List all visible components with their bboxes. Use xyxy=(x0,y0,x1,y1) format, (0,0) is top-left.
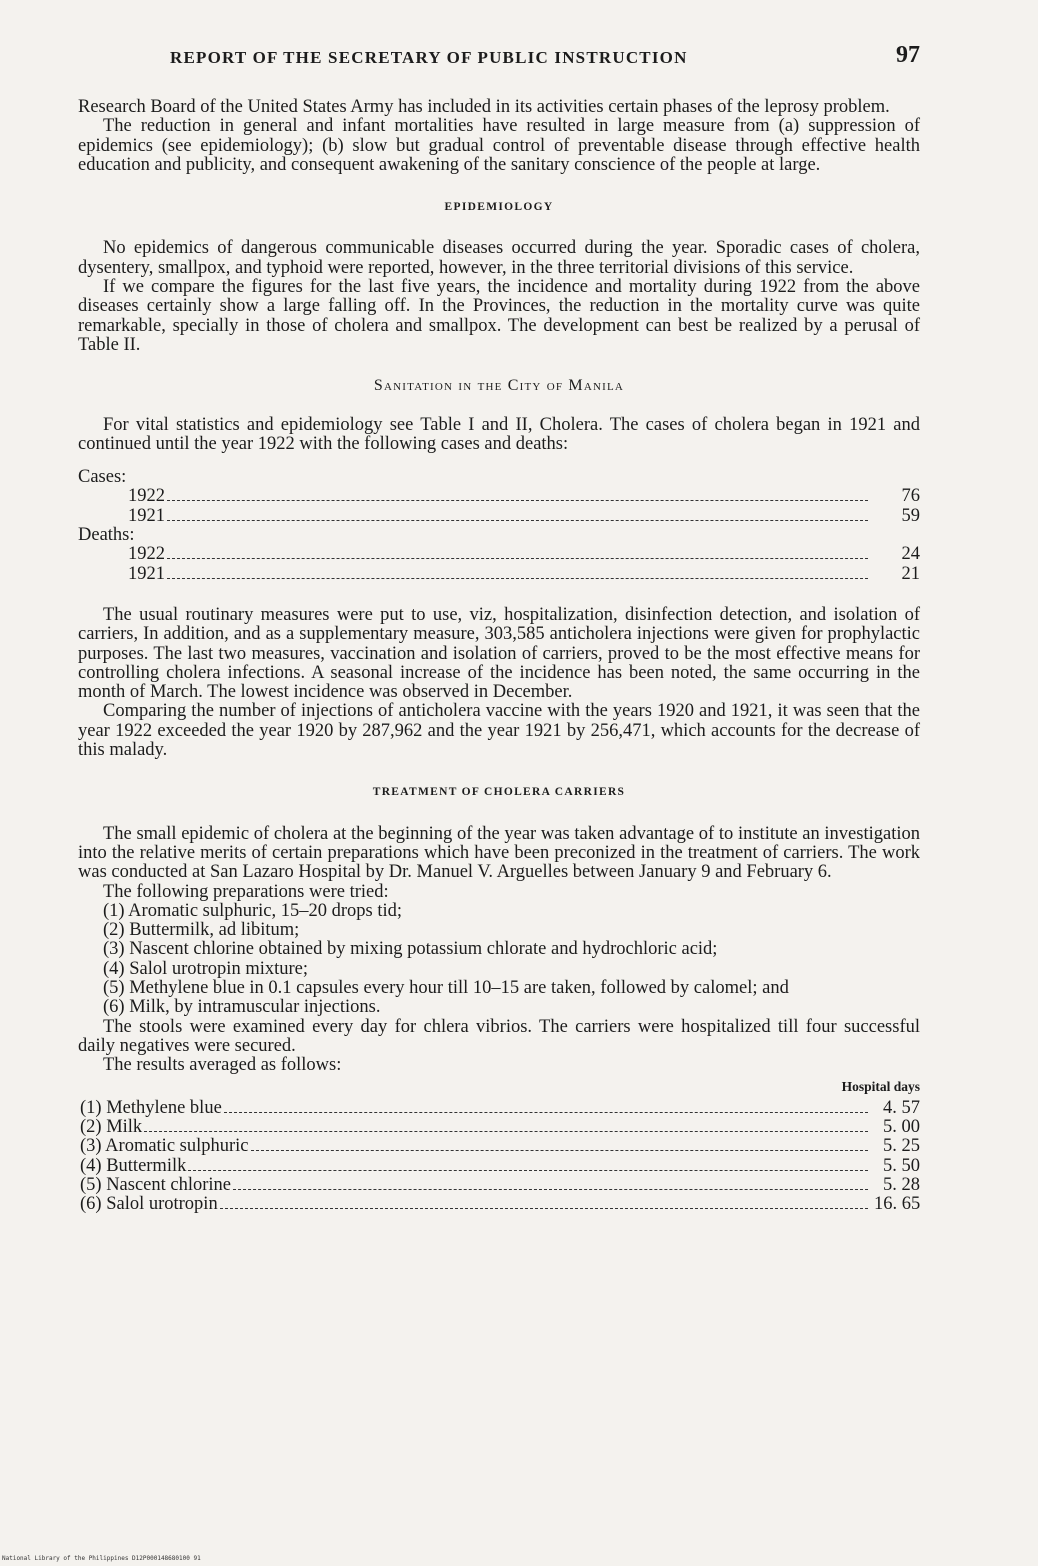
dot-leader xyxy=(233,1188,868,1190)
dot-leader xyxy=(144,1130,868,1132)
paragraph: The usual routinary measures were put to use, viz, hospitalization, disinfection detection, and isolation of carriers, In addition, and as a supplementary measure, 303,585 anticholera injections were given for prophylactic purposes. The last two measures, vaccination and isolation of carriers, proved to be the most effective means for controlling cholera infections. A seasonal increase of the incidence has been noted, the same occurring in the month of March. The lowest incidence was observed in December. xyxy=(78,604,920,703)
table-row xyxy=(78,1176,920,1195)
dot-leader xyxy=(220,1207,868,1209)
table-row xyxy=(78,1195,920,1214)
paragraph: The results averaged as follows: xyxy=(103,1055,342,1076)
table-row xyxy=(78,1118,920,1137)
results-table xyxy=(78,1077,920,1214)
paragraph: If we compare the figures for the last five years, the incidence and mortality during 1922 from the above diseases certainly show a large falling off. In the Provinces, the reduction in the mortality curve was quite remarkable, specially in those of cholera and smallpox. The development can best be realized by a perusal of Table II. xyxy=(78,277,920,355)
paragraph: The reduction in general and infant mortalities have resulted in large measure from (a) suppression of epidemics (see epidemiology); (b) slow but gradual control of preventable disease through effective health education and publicity, and consequent awakening of the sanitary conscience of the people at large. xyxy=(78,116,920,175)
row-label: (6) Salol urotropin xyxy=(80,1194,218,1215)
row-year: 1921 xyxy=(128,563,165,584)
row-label: (4) Buttermilk xyxy=(80,1155,187,1176)
list-item: (3) Nascent chlorine obtained by mixing potassium chlorate and hydrochloric acid; xyxy=(103,939,718,960)
table-row xyxy=(78,565,920,584)
row-value: 21 xyxy=(901,563,920,584)
section-heading-epidemiology: EPIDEMIOLOGY xyxy=(444,201,554,214)
list-item: (5) Methylene blue in 0.1 capsules every hour till 10–15 are taken, followed by calomel; and xyxy=(103,977,789,998)
paragraph: Research Board of the United States Army has included in its activities certain phases of the leprosy problem. xyxy=(78,97,890,117)
paragraph: Comparing the number of injections of anticholera vaccine with the years 1920 and 1921, it was seen that the year 1922 exceeded the year 1920 by 287,962 and the year 1921 by 256,471, which accounts for the decrease of this malady. xyxy=(78,701,920,761)
row-label: (5) Nascent chlorine xyxy=(80,1174,232,1195)
paragraph: For vital statistics and epidemiology see Table I and II, Cholera. The cases of cholera began in 1921 and continued until the year 1922 with the following cases and deaths: xyxy=(78,414,920,454)
paragraph: The stools were examined every day for chlera vibrios. The carriers were hospitalized till four successful daily negatives were secured. xyxy=(78,1016,920,1056)
paragraph: No epidemics of dangerous communicable diseases occurred during the year. Sporadic cases of cholera, dysentery, smallpox, and typhoid were reported, however, in the three territorial divisions of this service. xyxy=(78,238,920,278)
dot-leader xyxy=(188,1169,868,1171)
dot-leader xyxy=(224,1111,868,1113)
cases-label: Cases: xyxy=(78,467,127,488)
list-item: (4) Salol urotropin mixture; xyxy=(103,958,309,979)
scan-footer: National Library of the Philippines D12P000148680100 91 xyxy=(2,1555,201,1562)
page-number: 97 xyxy=(896,42,920,68)
list-item: (2) Buttermilk, ad libitum; xyxy=(103,920,300,941)
row-value: 5. 28 xyxy=(883,1174,920,1195)
table-row xyxy=(78,545,920,564)
dot-leader xyxy=(167,519,868,521)
table-row xyxy=(78,1157,920,1176)
running-head: REPORT OF THE SECRETARY OF PUBLIC INSTRUCTION xyxy=(170,48,688,67)
paragraph: The small epidemic of cholera at the beginning of the year was taken advantage of to institute an investigation into the relative merits of certain preparations which have been preconized in the treatment of carriers. The work was conducted at San Lazaro Hospital by Dr. Manuel V. Arguelles between January 9 and February 6. xyxy=(78,823,920,883)
row-label: (2) Milk xyxy=(80,1117,143,1138)
row-year: 1921 xyxy=(128,505,165,526)
row-value: 24 xyxy=(901,544,920,565)
row-label: (3) Aromatic sulphuric xyxy=(80,1136,249,1157)
cholera-cases-deaths-table xyxy=(78,468,920,584)
section-heading-treatment: TREATMENT OF CHOLERA CARRIERS xyxy=(372,786,626,799)
table-row xyxy=(78,507,920,526)
row-value: 5. 50 xyxy=(883,1155,920,1176)
row-year: 1922 xyxy=(128,544,165,565)
deaths-label: Deaths: xyxy=(78,525,135,546)
row-value: 76 xyxy=(901,486,920,507)
row-value: 4. 57 xyxy=(883,1097,920,1118)
dot-leader xyxy=(167,499,868,501)
page-header xyxy=(78,44,920,78)
row-value: 59 xyxy=(901,505,920,526)
list-item: (1) Aromatic sulphuric, 15–20 drops tid; xyxy=(103,900,403,921)
results-caption: Hospital days xyxy=(841,1079,920,1095)
paragraph: The following preparations were tried: xyxy=(103,881,389,902)
dot-leader xyxy=(167,557,868,559)
table-row xyxy=(78,1137,920,1156)
list-item: (6) Milk, by intramuscular injections. xyxy=(103,997,381,1018)
page-body xyxy=(78,98,920,1215)
row-year: 1922 xyxy=(128,486,165,507)
dot-leader xyxy=(167,577,868,579)
table-row xyxy=(78,1099,920,1118)
row-label: (1) Methylene blue xyxy=(80,1097,222,1118)
dot-leader xyxy=(251,1149,868,1151)
section-heading-sanitation: Sanitation in the City of Manila xyxy=(373,377,625,395)
table-row xyxy=(78,487,920,506)
row-value: 5. 00 xyxy=(883,1117,920,1138)
row-value: 16. 65 xyxy=(874,1194,921,1215)
row-value: 5. 25 xyxy=(883,1136,920,1157)
